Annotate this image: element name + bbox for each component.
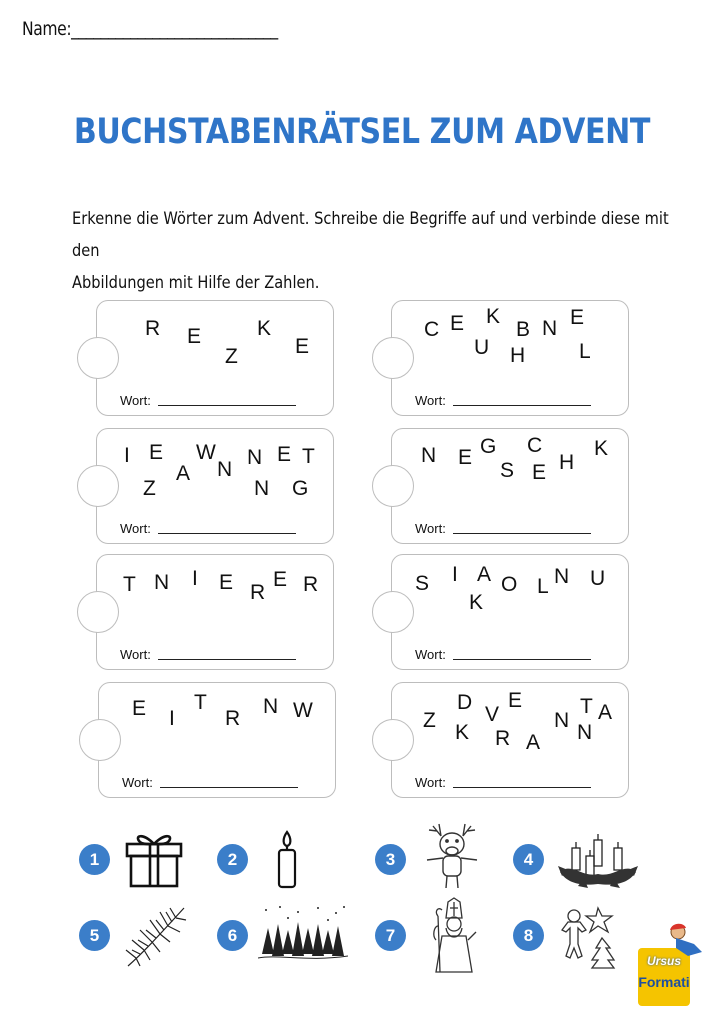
saint-nicholas-icon bbox=[424, 896, 482, 976]
gift-icon bbox=[124, 828, 184, 888]
letter: K bbox=[594, 437, 609, 460]
word-label: Wort: bbox=[120, 521, 151, 536]
bear-mascot-icon bbox=[664, 922, 704, 958]
letter: I bbox=[452, 563, 458, 586]
number-badge-4: 4 bbox=[513, 844, 544, 875]
letter: N bbox=[263, 695, 279, 718]
logo-line2: Formati bbox=[638, 974, 690, 990]
candle-icon bbox=[274, 830, 300, 890]
letter: H bbox=[559, 451, 575, 474]
letter: H bbox=[510, 344, 526, 367]
number-badge-7: 7 bbox=[375, 920, 406, 951]
letter: E bbox=[295, 335, 310, 358]
puzzle-card-6 bbox=[391, 554, 629, 670]
letter: N bbox=[554, 565, 570, 588]
letter: E bbox=[187, 325, 202, 348]
puzzle-card-5 bbox=[96, 554, 334, 670]
card-hole bbox=[77, 465, 119, 507]
letter: B bbox=[516, 318, 531, 341]
word-answer-line[interactable] bbox=[453, 405, 591, 406]
letter: A bbox=[598, 701, 613, 724]
letter: C bbox=[424, 318, 440, 341]
letter: N bbox=[421, 444, 437, 467]
letter: R bbox=[495, 727, 511, 750]
letter: E bbox=[458, 446, 473, 469]
instruction-line: Abbildungen mit Hilfe der Zahlen. bbox=[72, 273, 320, 293]
word-label: Wort: bbox=[120, 647, 151, 662]
letter: K bbox=[469, 591, 484, 614]
letter: A bbox=[477, 563, 492, 586]
letter: E bbox=[570, 306, 585, 329]
logo-line1: Ursus bbox=[646, 954, 681, 968]
letter: T bbox=[302, 445, 315, 468]
number-badge-6: 6 bbox=[217, 920, 248, 951]
cookies-icon bbox=[558, 904, 620, 970]
instructions bbox=[72, 203, 691, 299]
word-label: Wort: bbox=[122, 775, 153, 790]
card-hole bbox=[77, 591, 119, 633]
letter: N bbox=[577, 721, 593, 744]
letter: N bbox=[217, 458, 233, 481]
letter: L bbox=[537, 575, 549, 598]
letter: N bbox=[154, 571, 170, 594]
word-answer-line[interactable] bbox=[160, 787, 298, 788]
puzzle-card-1 bbox=[96, 300, 334, 416]
letter: R bbox=[225, 707, 241, 730]
word-answer-line[interactable] bbox=[453, 533, 591, 534]
letter: T bbox=[123, 573, 136, 596]
card-hole bbox=[372, 719, 414, 761]
letter: I bbox=[124, 444, 130, 467]
word-label: Wort: bbox=[415, 775, 446, 790]
number-badge-2: 2 bbox=[217, 844, 248, 875]
letter: A bbox=[526, 731, 541, 754]
card-hole bbox=[77, 337, 119, 379]
word-label: Wort: bbox=[415, 647, 446, 662]
title-text: BUCHSTABENRÄTSEL ZUM ADVENT bbox=[73, 112, 651, 152]
puzzle-card-4 bbox=[391, 428, 629, 544]
card-hole bbox=[372, 591, 414, 633]
letter: O bbox=[501, 573, 518, 596]
letter: A bbox=[176, 462, 191, 485]
letter: D bbox=[457, 691, 473, 714]
letter: R bbox=[303, 573, 319, 596]
word-label: Wort: bbox=[415, 393, 446, 408]
puzzle-card-3 bbox=[96, 428, 334, 544]
letter: V bbox=[485, 703, 500, 726]
word-answer-line[interactable] bbox=[158, 533, 296, 534]
letter: K bbox=[257, 317, 272, 340]
number-badge-1: 1 bbox=[79, 844, 110, 875]
word-answer-line[interactable] bbox=[158, 659, 296, 660]
letter: W bbox=[196, 441, 216, 464]
puzzle-card-7 bbox=[98, 682, 336, 798]
letter: E bbox=[450, 312, 465, 335]
letter: Z bbox=[423, 709, 436, 732]
letter: E bbox=[149, 441, 164, 464]
letter: G bbox=[480, 435, 497, 458]
number-badge-3: 3 bbox=[375, 844, 406, 875]
letter: U bbox=[474, 336, 490, 359]
letter: N bbox=[254, 477, 270, 500]
letter: C bbox=[527, 434, 543, 457]
letter: S bbox=[500, 459, 515, 482]
letter: I bbox=[192, 567, 198, 590]
word-answer-line[interactable] bbox=[453, 659, 591, 660]
letter: E bbox=[219, 571, 234, 594]
word-label: Wort: bbox=[415, 521, 446, 536]
instruction-line: Erkenne die Wörter zum Advent. Schreibe die Begriffe auf und verbinde diese mit den bbox=[72, 209, 669, 261]
letter: I bbox=[169, 707, 175, 730]
letter: T bbox=[580, 695, 593, 718]
snowy-forest-icon bbox=[258, 904, 348, 966]
letter: G bbox=[292, 477, 309, 500]
letter: E bbox=[273, 568, 288, 591]
card-hole bbox=[79, 719, 121, 761]
letter: E bbox=[532, 461, 547, 484]
letter: U bbox=[590, 567, 606, 590]
reindeer-icon bbox=[423, 820, 481, 892]
number-badge-8: 8 bbox=[513, 920, 544, 951]
page-title bbox=[0, 112, 724, 152]
number-badge-5: 5 bbox=[79, 920, 110, 951]
letter: Z bbox=[143, 477, 156, 500]
letter: N bbox=[554, 709, 570, 732]
letter: N bbox=[247, 446, 263, 469]
letter: N bbox=[542, 317, 558, 340]
letter: K bbox=[455, 721, 470, 744]
card-hole bbox=[372, 465, 414, 507]
letter: E bbox=[508, 689, 523, 712]
letter: K bbox=[486, 305, 501, 328]
letter: E bbox=[132, 697, 147, 720]
word-answer-line[interactable] bbox=[158, 405, 296, 406]
word-label: Wort: bbox=[120, 393, 151, 408]
word-answer-line[interactable] bbox=[453, 787, 591, 788]
letter: E bbox=[277, 443, 292, 466]
fir-branch-icon bbox=[122, 904, 190, 970]
letter: Z bbox=[225, 345, 238, 368]
advent-wreath-icon bbox=[558, 826, 638, 892]
puzzle-card-2 bbox=[391, 300, 629, 416]
letter: R bbox=[145, 317, 161, 340]
letter: R bbox=[250, 581, 266, 604]
name-field[interactable]: Name:____________________________ bbox=[22, 18, 278, 40]
letter: T bbox=[194, 691, 207, 714]
letter: S bbox=[415, 572, 430, 595]
card-hole bbox=[372, 337, 414, 379]
puzzle-card-8 bbox=[391, 682, 629, 798]
letter: L bbox=[579, 340, 591, 363]
letter: W bbox=[293, 699, 313, 722]
